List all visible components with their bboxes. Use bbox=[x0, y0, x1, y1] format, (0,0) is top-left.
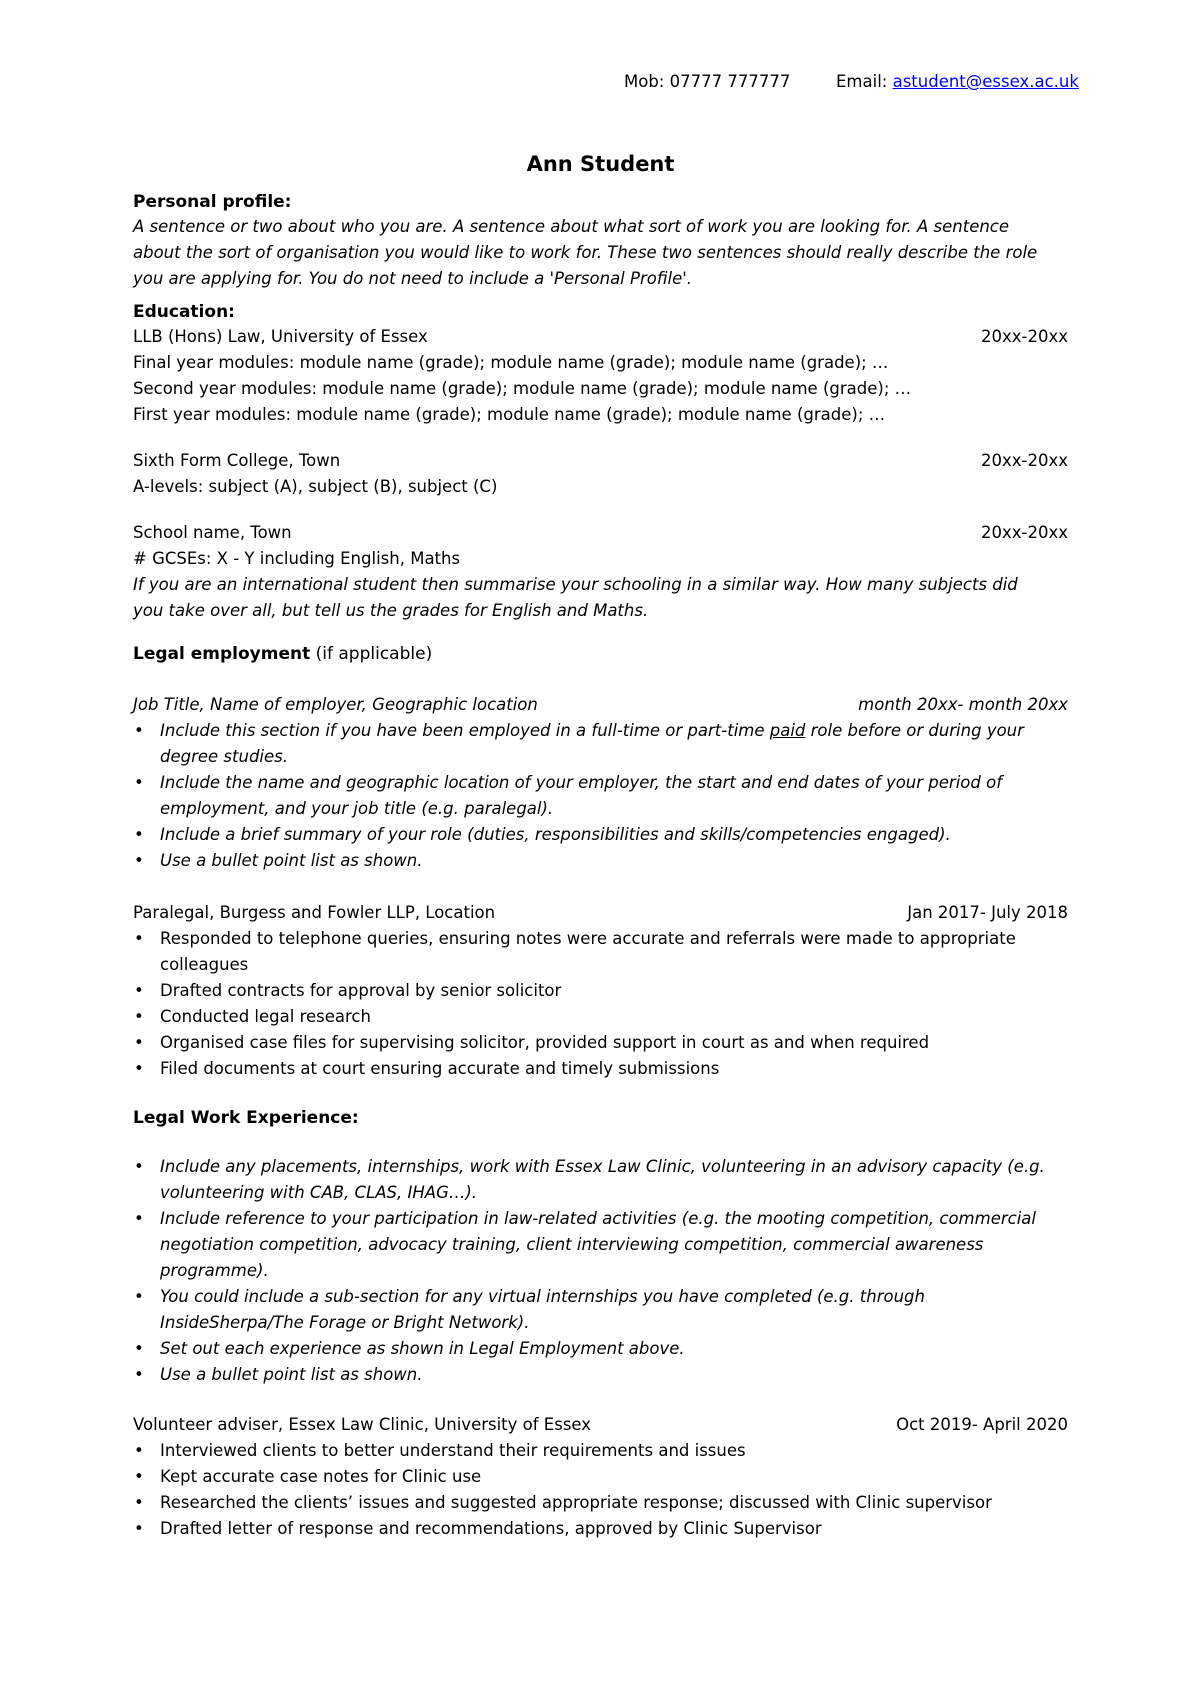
bullet-icon: • bbox=[134, 1033, 144, 1052]
bullet-icon: • bbox=[134, 981, 144, 1000]
bullet-icon: • bbox=[134, 1519, 144, 1538]
job-example-header bbox=[133, 900, 1068, 926]
list-item: • Drafted letter of response and recommendations, approved by Clinic Supervisor bbox=[133, 1516, 1068, 1542]
job-template-title: Job Title, Name of employer, Geographic location bbox=[133, 695, 538, 714]
bullet-icon: • bbox=[134, 773, 144, 792]
cv-content bbox=[133, 150, 1068, 1542]
list-item: • Conducted legal research bbox=[133, 1004, 1068, 1030]
email-label: Email: bbox=[836, 72, 893, 91]
module-line: First year modules: module name (grade); module name (grade); module name (grade); … bbox=[133, 405, 886, 424]
bullet-icon: • bbox=[134, 1467, 144, 1486]
bullet-icon: • bbox=[134, 851, 144, 870]
job-example-dates: Jan 2017- July 2018 bbox=[907, 903, 1068, 922]
education-dates: 20xx-20xx bbox=[980, 451, 1068, 470]
profile-heading: Personal profile: bbox=[133, 192, 292, 212]
profile-line: you are applying for. You do not need to include a 'Personal Profile'. bbox=[133, 269, 693, 288]
list-item: • Interviewed clients to better understand their requirements and issues bbox=[133, 1438, 1068, 1464]
bullet-icon: • bbox=[134, 1339, 144, 1358]
list-item: • Include the name and geographic location of your employer, the start and end dates of your period of employment, and your job title (e.g. paralegal). bbox=[133, 770, 1068, 822]
bullet-icon: • bbox=[134, 1059, 144, 1078]
list-item: • Include any placements, internships, work with Essex Law Clinic, volunteering in an advisory capacity (e.g. volunteering with CAB, CLAS, IHAG…). bbox=[133, 1154, 1068, 1206]
list-item: • You could include a sub-section for any virtual internships you have completed (e.g. through InsideSherpa/The Forage or Bright Network). bbox=[133, 1284, 1068, 1336]
profile-line: about the sort of organisation you would like to work for. These two sentences should really describe the role bbox=[133, 243, 1038, 262]
work-experience-guidance bbox=[133, 1154, 1068, 1388]
work-example-dates: Oct 2019- April 2020 bbox=[896, 1415, 1068, 1434]
profile-line: A sentence or two about who you are. A sentence about what sort of work you are looking for. A sentence bbox=[133, 217, 1010, 236]
list-item: • Filed documents at court ensuring accurate and timely submissions bbox=[133, 1056, 1068, 1082]
legal-employment-note: (if applicable) bbox=[310, 644, 433, 664]
list-item: • Researched the clients’ issues and suggested appropriate response; discussed with Clinic supervisor bbox=[133, 1490, 1068, 1516]
work-example-bullets bbox=[133, 1438, 1068, 1542]
job-template-bullets bbox=[133, 718, 1068, 874]
candidate-name: Ann Student bbox=[526, 152, 675, 176]
international-note: you take over all, but tell us the grades for English and Maths. bbox=[133, 601, 649, 620]
bullet-icon: • bbox=[134, 1365, 144, 1384]
list-item: • Kept accurate case notes for Clinic use bbox=[133, 1464, 1068, 1490]
module-line: Second year modules: module name (grade); module name (grade); module name (grade); … bbox=[133, 379, 912, 398]
legal-employment-title: Legal employment bbox=[133, 644, 311, 664]
bullet-icon: • bbox=[134, 1007, 144, 1026]
list-item: • Use a bullet point list as shown. bbox=[133, 1362, 1068, 1388]
work-experience-heading: Legal Work Experience: bbox=[133, 1108, 359, 1128]
job-example-title: Paralegal, Burgess and Fowler LLP, Location bbox=[133, 903, 496, 922]
gcse-line: # GCSEs: X - Y including English, Maths bbox=[133, 549, 461, 568]
job-example-bullets bbox=[133, 926, 1068, 1082]
list-item: • Include a brief summary of your role (duties, responsibilities and skills/competencies engaged). bbox=[133, 822, 1068, 848]
job-template-header bbox=[133, 692, 1068, 718]
legal-employment-heading bbox=[133, 642, 1068, 666]
work-example-title: Volunteer adviser, Essex Law Clinic, University of Essex bbox=[133, 1415, 592, 1434]
bullet-icon: • bbox=[134, 1287, 144, 1306]
education-dates: 20xx-20xx bbox=[980, 523, 1068, 542]
education-entry-header bbox=[133, 324, 1068, 350]
education-title: Sixth Form College, Town bbox=[133, 451, 341, 470]
bullet-icon: • bbox=[134, 929, 144, 948]
alevels-line: A-levels: subject (A), subject (B), subject (C) bbox=[133, 477, 498, 496]
module-line: Final year modules: module name (grade); module name (grade); module name (grade); … bbox=[133, 353, 889, 372]
mobile-number: Mob: 07777 777777 bbox=[624, 72, 791, 91]
education-title: LLB (Hons) Law, University of Essex bbox=[133, 327, 428, 346]
paid-emphasis: paid bbox=[769, 721, 806, 740]
international-note: If you are an international student then summarise your schooling in a similar way. How many subjects did bbox=[133, 575, 1018, 594]
bullet-icon: • bbox=[134, 721, 144, 740]
education-entry-header bbox=[133, 448, 1068, 474]
contact-line bbox=[0, 72, 1200, 96]
education-title: School name, Town bbox=[133, 523, 292, 542]
bullet-icon: • bbox=[134, 1157, 144, 1176]
bullet-icon: • bbox=[134, 1441, 144, 1460]
education-dates: 20xx-20xx bbox=[980, 327, 1068, 346]
list-item: • Responded to telephone queries, ensuring notes were accurate and referrals were made to appropriate colleagues bbox=[133, 926, 1068, 978]
list-item: • Drafted contracts for approval by senior solicitor bbox=[133, 978, 1068, 1004]
email-link[interactable]: astudent@essex.ac.uk bbox=[892, 72, 1079, 91]
list-item: • Include reference to your participation in law-related activities (e.g. the mooting competition, commercial negotiation competition, advocacy training, client interviewing competition, commercial awareness programme). bbox=[133, 1206, 1068, 1284]
email-block bbox=[836, 72, 1079, 91]
bullet-icon: • bbox=[134, 825, 144, 844]
list-item: • Use a bullet point list as shown. bbox=[133, 848, 1068, 874]
job-template-dates: month 20xx- month 20xx bbox=[858, 695, 1068, 714]
list-item: • Include this section if you have been employed in a full-time or part-time paid role before or during your degree studies. bbox=[133, 718, 1068, 770]
education-heading: Education: bbox=[133, 302, 235, 322]
bullet-icon: • bbox=[134, 1209, 144, 1228]
list-item: • Set out each experience as shown in Legal Employment above. bbox=[133, 1336, 1068, 1362]
list-item: • Organised case files for supervising solicitor, provided support in court as and when required bbox=[133, 1030, 1068, 1056]
bullet-icon: • bbox=[134, 1493, 144, 1512]
education-entry-header bbox=[133, 520, 1068, 546]
work-example-header bbox=[133, 1412, 1068, 1438]
